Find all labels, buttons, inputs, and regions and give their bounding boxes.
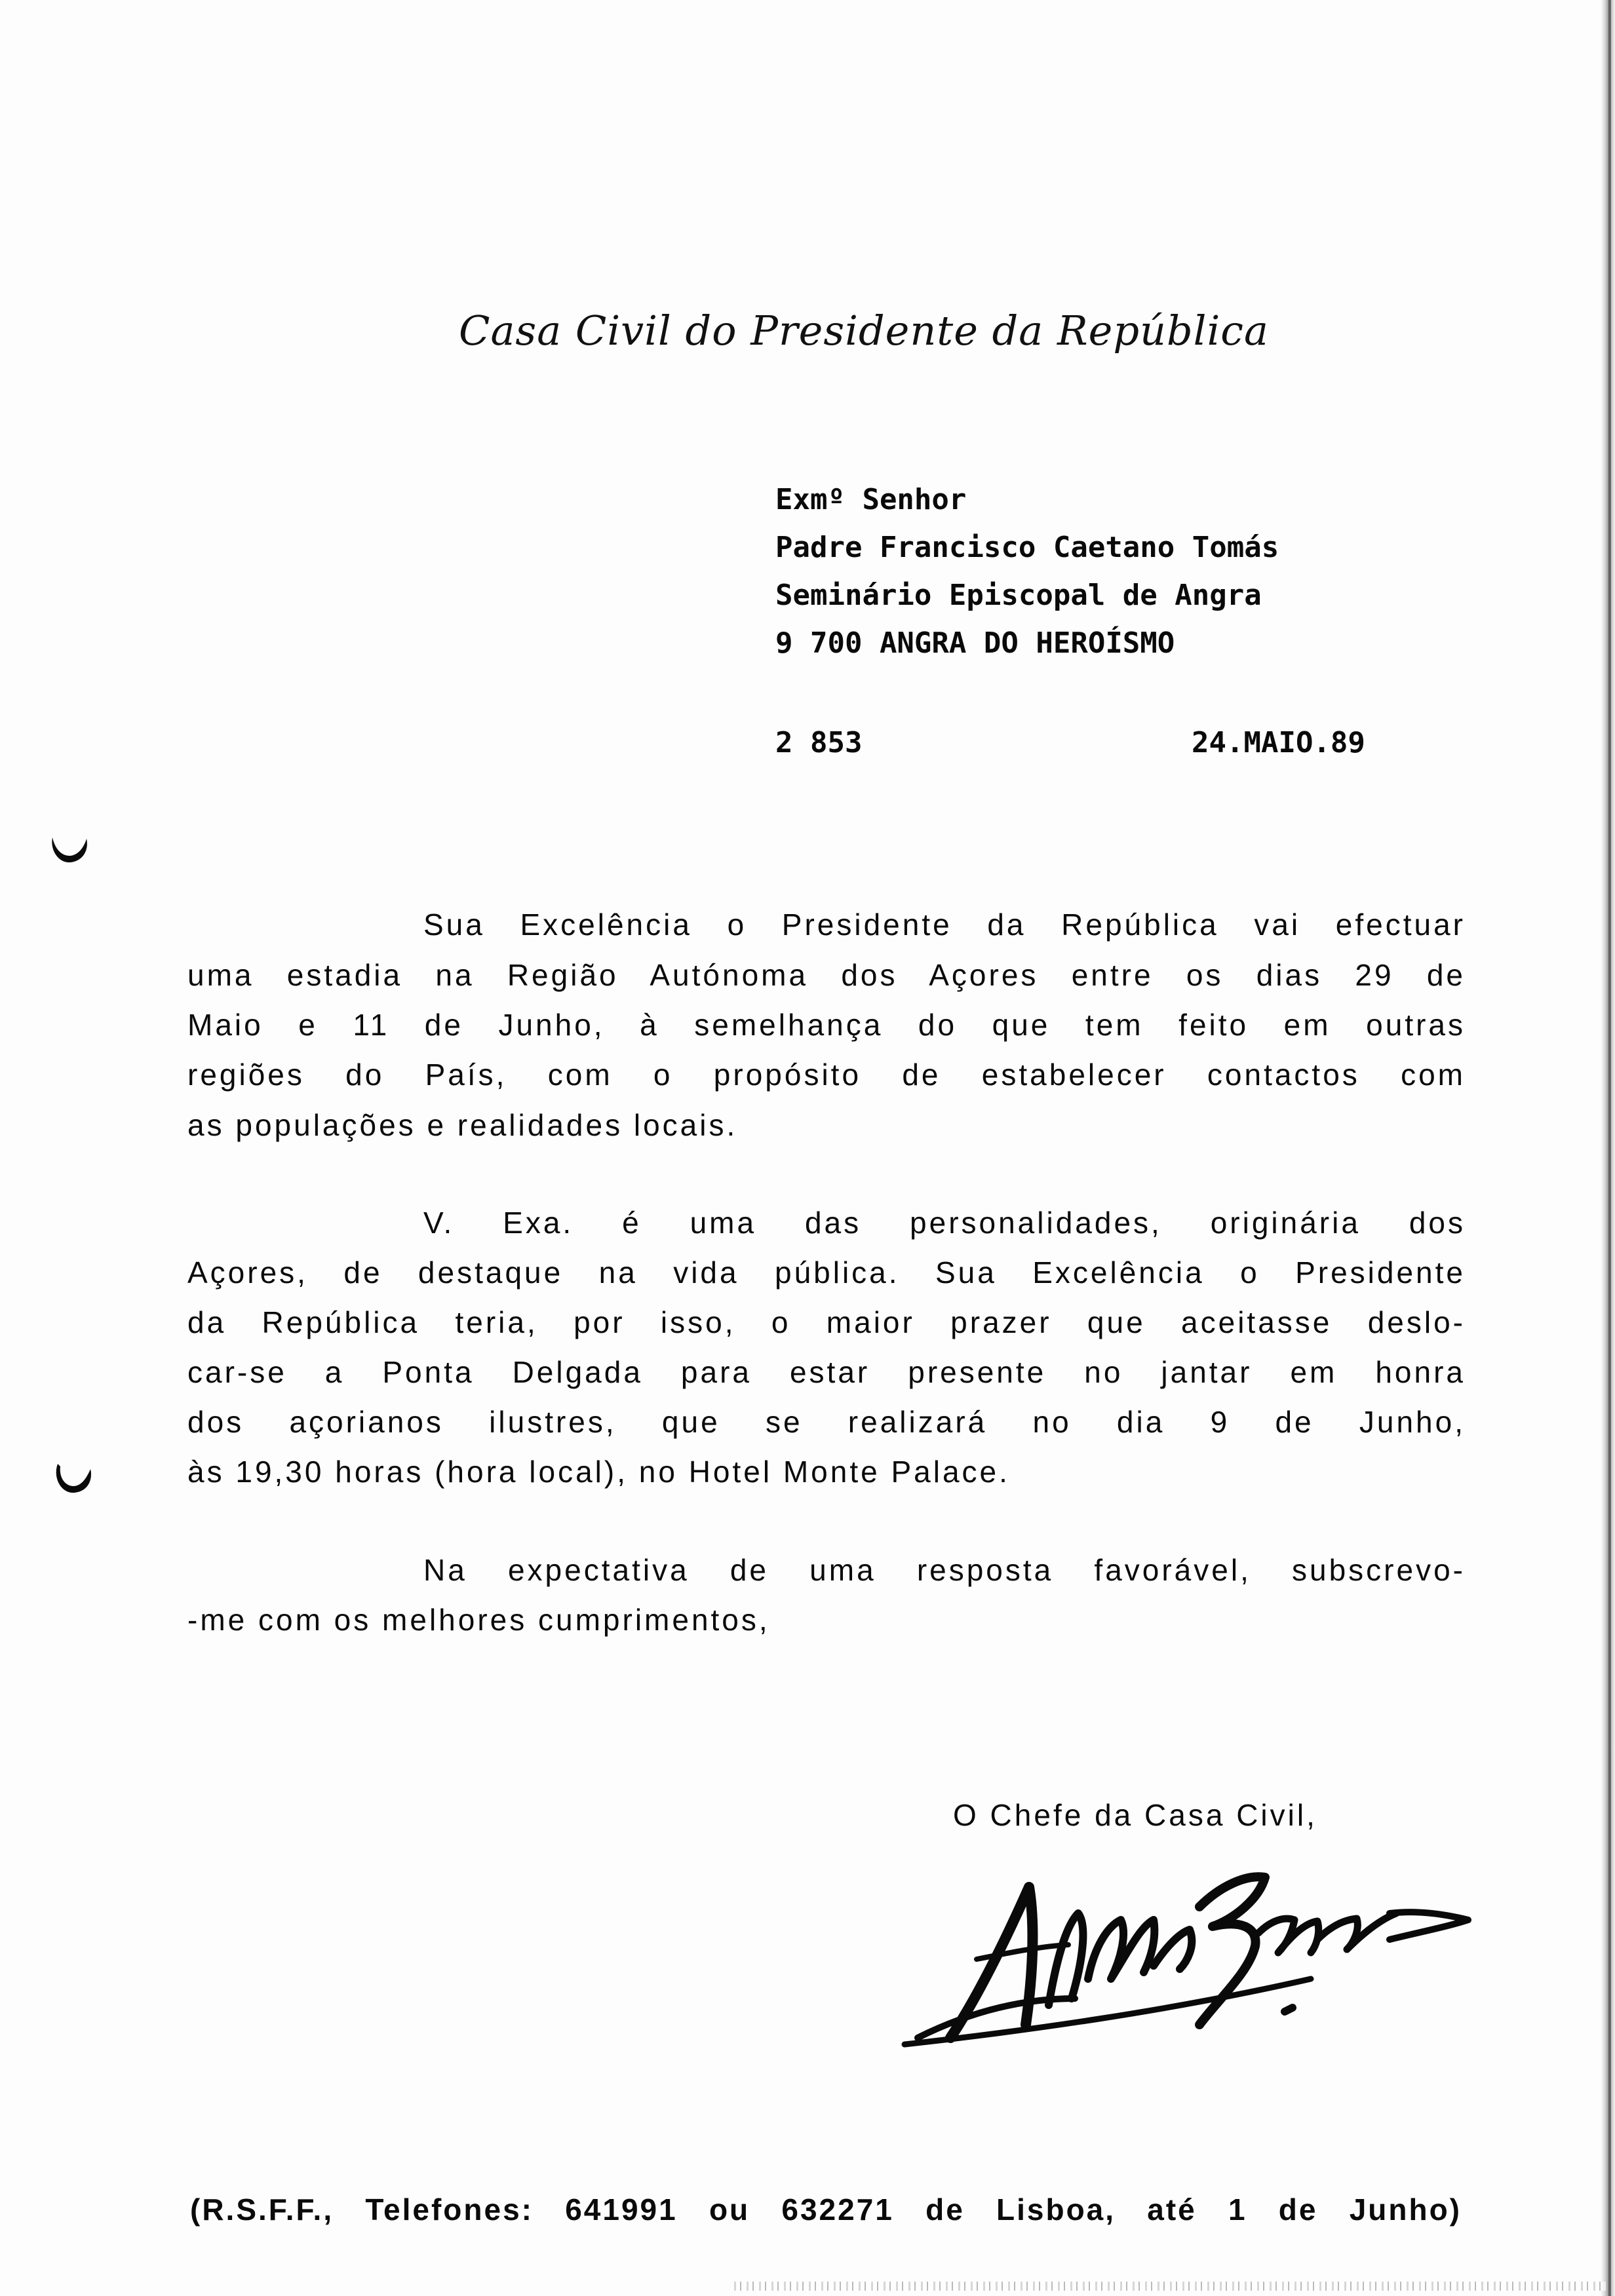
footer-note: (R.S.F.F., Telefones: 641991 ou 632271 de Lisboa, até 1 de Junho) [190,2192,1462,2227]
body-line: às 19,30 horas (hora local), no Hotel Monte Palace. [187,1455,1010,1489]
body-line: da República teria, por isso, o maior prazer que aceitasse deslo- [187,1305,1466,1339]
scan-edge [1601,0,1615,2296]
recipient-postal: 9 700 ANGRA DO HEROÍSMO [775,626,1175,660]
recipient-name: Padre Francisco Caetano Tomás [775,531,1279,564]
body-line: V. Exa. é uma das personalidades, originária dos [423,1206,1466,1240]
punch-hole-icon [49,831,90,866]
body-line: as populações e realidades locais. [187,1108,738,1142]
body-line: Açores, de destaque na vida pública. Sua Excelência o Presidente [187,1255,1466,1290]
body-line: Maio e 11 de Junho, à semelhança do que tem feito em outras [187,1008,1466,1042]
signature-icon [891,1848,1481,2057]
reference-date: 24.MAIO.89 [1192,726,1365,759]
body-line: uma estadia na Região Autónoma dos Açores entre os dias 29 de [187,958,1466,992]
signatory-title: O Chefe da Casa Civil, [953,1798,1317,1832]
recipient-salutation: Exmº Senhor [775,483,967,516]
scan-noise [734,2282,1606,2291]
body-line: Na expectativa de uma resposta favorável, subscrevo- [423,1553,1466,1587]
body-line: -me com os melhores cumprimentos, [187,1603,770,1637]
letterhead-title: Casa Civil do Presidente da República [459,307,1269,354]
scan-edge-line [1608,0,1611,2296]
reference-number: 2 853 [775,726,863,759]
body-line: Sua Excelência o Presidente da República vai efectuar [423,908,1466,942]
body-line: regiões do País, com o propósito de estabelecer contactos com [187,1058,1466,1092]
body-line: car-se a Ponta Delgada para estar presente no jantar em honra [187,1355,1466,1389]
recipient-institution: Seminário Episcopal de Angra [775,579,1262,612]
punch-hole-icon [52,1460,94,1495]
body-line: dos açorianos ilustres, que se realizará no dia 9 de Junho, [187,1405,1466,1439]
